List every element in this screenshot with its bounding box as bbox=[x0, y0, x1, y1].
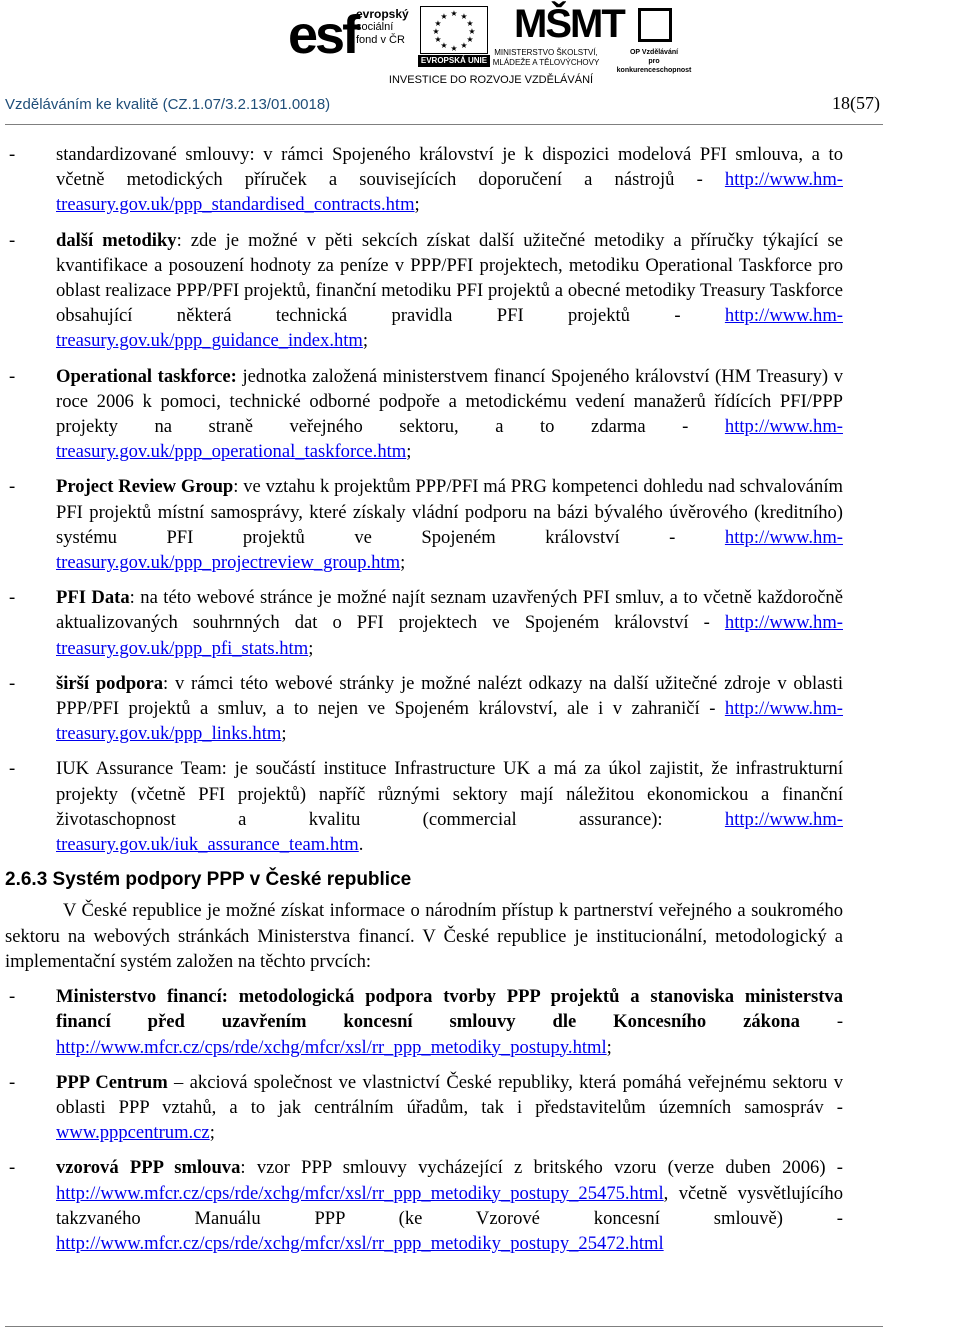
op-symbol-icon bbox=[638, 8, 672, 42]
item-link[interactable]: http://www.hm-treasury.gov.uk/ppp_links.htm bbox=[56, 698, 843, 745]
svg-text:★: ★ bbox=[432, 27, 440, 36]
op-logo bbox=[612, 4, 696, 74]
item-link[interactable]: http://www.mfcr.cz/cps/rde/xchg/mfcr/xsl/rr_ppp_metodiky_postupy.html bbox=[56, 1036, 607, 1058]
item-term: další metodiky bbox=[56, 229, 177, 251]
item-suffix: ; bbox=[308, 637, 314, 659]
item-text: – akciová společnost ve vlastnictví České republiky, která pomáhá veřejnému sektoru v oblasti PPP vztahů, a to jak centrálním úřadům, tak i představitelům územních samospráv - bbox=[56, 1071, 843, 1118]
item-term: vzorová PPP smlouva bbox=[56, 1157, 241, 1179]
esf-line3: fond v ČR bbox=[356, 34, 405, 46]
item-link[interactable]: http://www.hm-treasury.gov.uk/ppp_operational_taskforce.htm bbox=[56, 416, 843, 463]
item-suffix: ; bbox=[400, 552, 406, 574]
item-link[interactable]: http://www.hm-treasury.gov.uk/ppp_standardised_contracts.htm bbox=[56, 169, 843, 216]
op-line2: pro konkurenceschopnost bbox=[616, 58, 692, 74]
document-body bbox=[5, 142, 843, 1266]
svg-text:★: ★ bbox=[466, 35, 474, 44]
svg-text:★: ★ bbox=[460, 41, 468, 50]
item-suffix: ; bbox=[606, 1036, 612, 1058]
msmt-logo bbox=[486, 2, 624, 68]
item-term: PPP Centrum bbox=[56, 1071, 168, 1093]
eu-caption: EVROPSKÁ UNIE bbox=[418, 55, 490, 67]
eu-flag-icon bbox=[420, 6, 488, 54]
item-text: : ve vztahu k projektům PPP/PFI má PRG kompetenci dohledu nad schvalováním PFI projektů místní samosprávy, které získaly vládní podporu na bázi bývalého úvěrového (kreditního) systému PFI projektů ve Spojeném království - bbox=[56, 476, 843, 548]
cz-resources-list bbox=[5, 984, 843, 1256]
item-suffix: . bbox=[358, 834, 364, 856]
item-text: : na této webové stránce je možné najít seznam uzavřených PFI smluv, a to včetně každoročně aktualizovaných souhrnných dat o PFI projektech ve Spojeném království - bbox=[56, 587, 843, 634]
svg-text:★: ★ bbox=[440, 12, 448, 21]
item-text: : vzor PPP smlouvy vycházející z britského vzoru (verze duben 2006) - bbox=[240, 1157, 843, 1179]
item-suffix: , včetně vysvětlujícího takzvaného Manuálu PPP (ke Vzorové koncesní smlouvě) - bbox=[56, 1182, 843, 1229]
investice-tagline: INVESTICE DO ROZVOJE VZDĚLÁVÁNÍ bbox=[388, 74, 594, 86]
item-term: Operational taskforce: bbox=[56, 365, 237, 387]
list-item bbox=[5, 756, 843, 857]
esf-logo bbox=[286, 4, 416, 68]
svg-text:★: ★ bbox=[468, 27, 476, 36]
list-item bbox=[5, 364, 843, 465]
item-text: : v rámci této webové stránky je možné nalézt odkazy na další užitečné zdroje v oblasti PPP/PFI projektů a smluv, a to nejen ve Spojeném království, ale i v zahraničí - bbox=[56, 672, 843, 720]
msmt-line2: MLÁDEŽE A TĚLOVÝCHOVY bbox=[492, 58, 600, 67]
item-link[interactable]: http://www.hm-treasury.gov.uk/ppp_guidance_index.htm bbox=[56, 305, 843, 352]
op-text bbox=[612, 48, 696, 75]
item-link[interactable]: www.pppcentrum.cz bbox=[56, 1122, 210, 1144]
item-link-manual[interactable]: http://www.mfcr.cz/cps/rde/xchg/mfcr/xsl/rr_ppp_metodiky_postupy_25472.html bbox=[56, 1232, 664, 1254]
uk-resources-list bbox=[5, 142, 843, 857]
svg-text:★: ★ bbox=[466, 19, 474, 28]
item-text: jednotka založená ministerstvem financí Spojeného království (HM Treasury) v roce 2006 k pomoci, technické odborné podpoře a metodickému vedení manažerů řídících PFI/PPP projekty na straně veřejného sektoru, a to zdarma - bbox=[56, 365, 844, 438]
esf-mark: esf bbox=[288, 5, 358, 65]
item-term: Project Review Group bbox=[56, 476, 234, 498]
msmt-text bbox=[486, 48, 606, 68]
svg-text:★: ★ bbox=[434, 19, 442, 28]
svg-text:★: ★ bbox=[460, 12, 468, 21]
item-link[interactable]: http://www.hm-treasury.gov.uk/ppp_pfi_stats.htm bbox=[56, 612, 843, 659]
list-item bbox=[5, 228, 843, 354]
item-text: : zde je možné v pěti sekcích získat další užitečné metodiky a příručky týkající se kvantifikace a posouzení hodnoty za peníze v PPP/PFI projektech, metodiku Operational Taskforce pro oblast realizace PPP/PFI projektů, finanční metodiku PFI projektů a obecné metodiky Treasury Taskforce obsahující některá technická pravidla PFI projektů - bbox=[56, 229, 843, 327]
svg-text:★: ★ bbox=[434, 35, 442, 44]
item-term: širší podpora bbox=[56, 672, 164, 694]
msmt-mark: MŠMT bbox=[514, 2, 624, 46]
svg-text:★: ★ bbox=[450, 44, 458, 53]
item-suffix: ; bbox=[406, 441, 412, 463]
footer-divider bbox=[5, 1326, 883, 1327]
page-number: 18(57) bbox=[832, 93, 880, 113]
svg-text:★: ★ bbox=[440, 41, 448, 50]
item-text: - bbox=[799, 1011, 844, 1033]
op-line1: OP Vzdělávání bbox=[629, 49, 679, 56]
list-item bbox=[5, 671, 843, 747]
svg-text:★: ★ bbox=[450, 9, 458, 18]
list-item bbox=[5, 984, 843, 1060]
esf-line1: evropský bbox=[356, 7, 409, 21]
section-paragraph: V České republice je možné získat informace o národním přístup k partnerství veřejného a soukromého sektoru na webových stránkách Ministerstva financí. V České republice je institucionální, metodologický a implementační systém založen na těchto prvcích: bbox=[5, 900, 843, 972]
header-divider bbox=[5, 124, 883, 125]
item-suffix: ; bbox=[281, 723, 287, 745]
esf-text bbox=[356, 8, 418, 47]
item-term: PFI Data bbox=[56, 587, 130, 609]
header-logos bbox=[286, 4, 696, 90]
item-term: Ministerstvo financí: metodologická podpora tvorby PPP projektů a stanoviska ministerstva financí před uzavřením koncesní smlouvy dle Koncesního zákona bbox=[56, 986, 843, 1033]
esf-line2: sociální bbox=[356, 21, 394, 33]
item-text: IUK Assurance Team: je součástí instituce Infrastructure UK a má za úkol zajistit, že infrastrukturní projekty (včetně PFI projektů) napříč různými sektory mají náležitou ekonomickou a finanční životaschopnost a kvalitu (commercial assurance): bbox=[56, 758, 843, 830]
list-item bbox=[5, 1070, 843, 1146]
item-link[interactable]: http://www.hm-treasury.gov.uk/ppp_projectreview_group.htm bbox=[56, 526, 843, 574]
item-link[interactable]: http://www.hm-treasury.gov.uk/iuk_assurance_team.htm bbox=[56, 808, 843, 856]
list-item bbox=[5, 142, 843, 218]
item-suffix: ; bbox=[209, 1122, 215, 1144]
project-title: Vzděláváním ke kvalitě (CZ.1.07/3.2.13/01.0018) bbox=[5, 96, 331, 113]
item-suffix: ; bbox=[414, 194, 420, 216]
list-item bbox=[5, 585, 843, 661]
msmt-line1: MINISTERSTVO ŠKOLSTVÍ, bbox=[494, 48, 598, 57]
section-heading: 2.6.3 Systém podpory PPP v České republice bbox=[5, 869, 412, 891]
list-item bbox=[5, 474, 843, 575]
item-link[interactable]: http://www.mfcr.cz/cps/rde/xchg/mfcr/xsl/rr_ppp_metodiky_postupy_25475.html bbox=[56, 1182, 664, 1204]
item-suffix: ; bbox=[362, 330, 369, 352]
item-text: standardizované smlouvy: v rámci Spojeného království je k dispozici modelová PFI smlouva, a to včetně metodických příruček a souvisejících doporučení a nástrojů - bbox=[56, 144, 843, 191]
list-item bbox=[5, 1155, 843, 1256]
eu-logo bbox=[420, 4, 488, 68]
